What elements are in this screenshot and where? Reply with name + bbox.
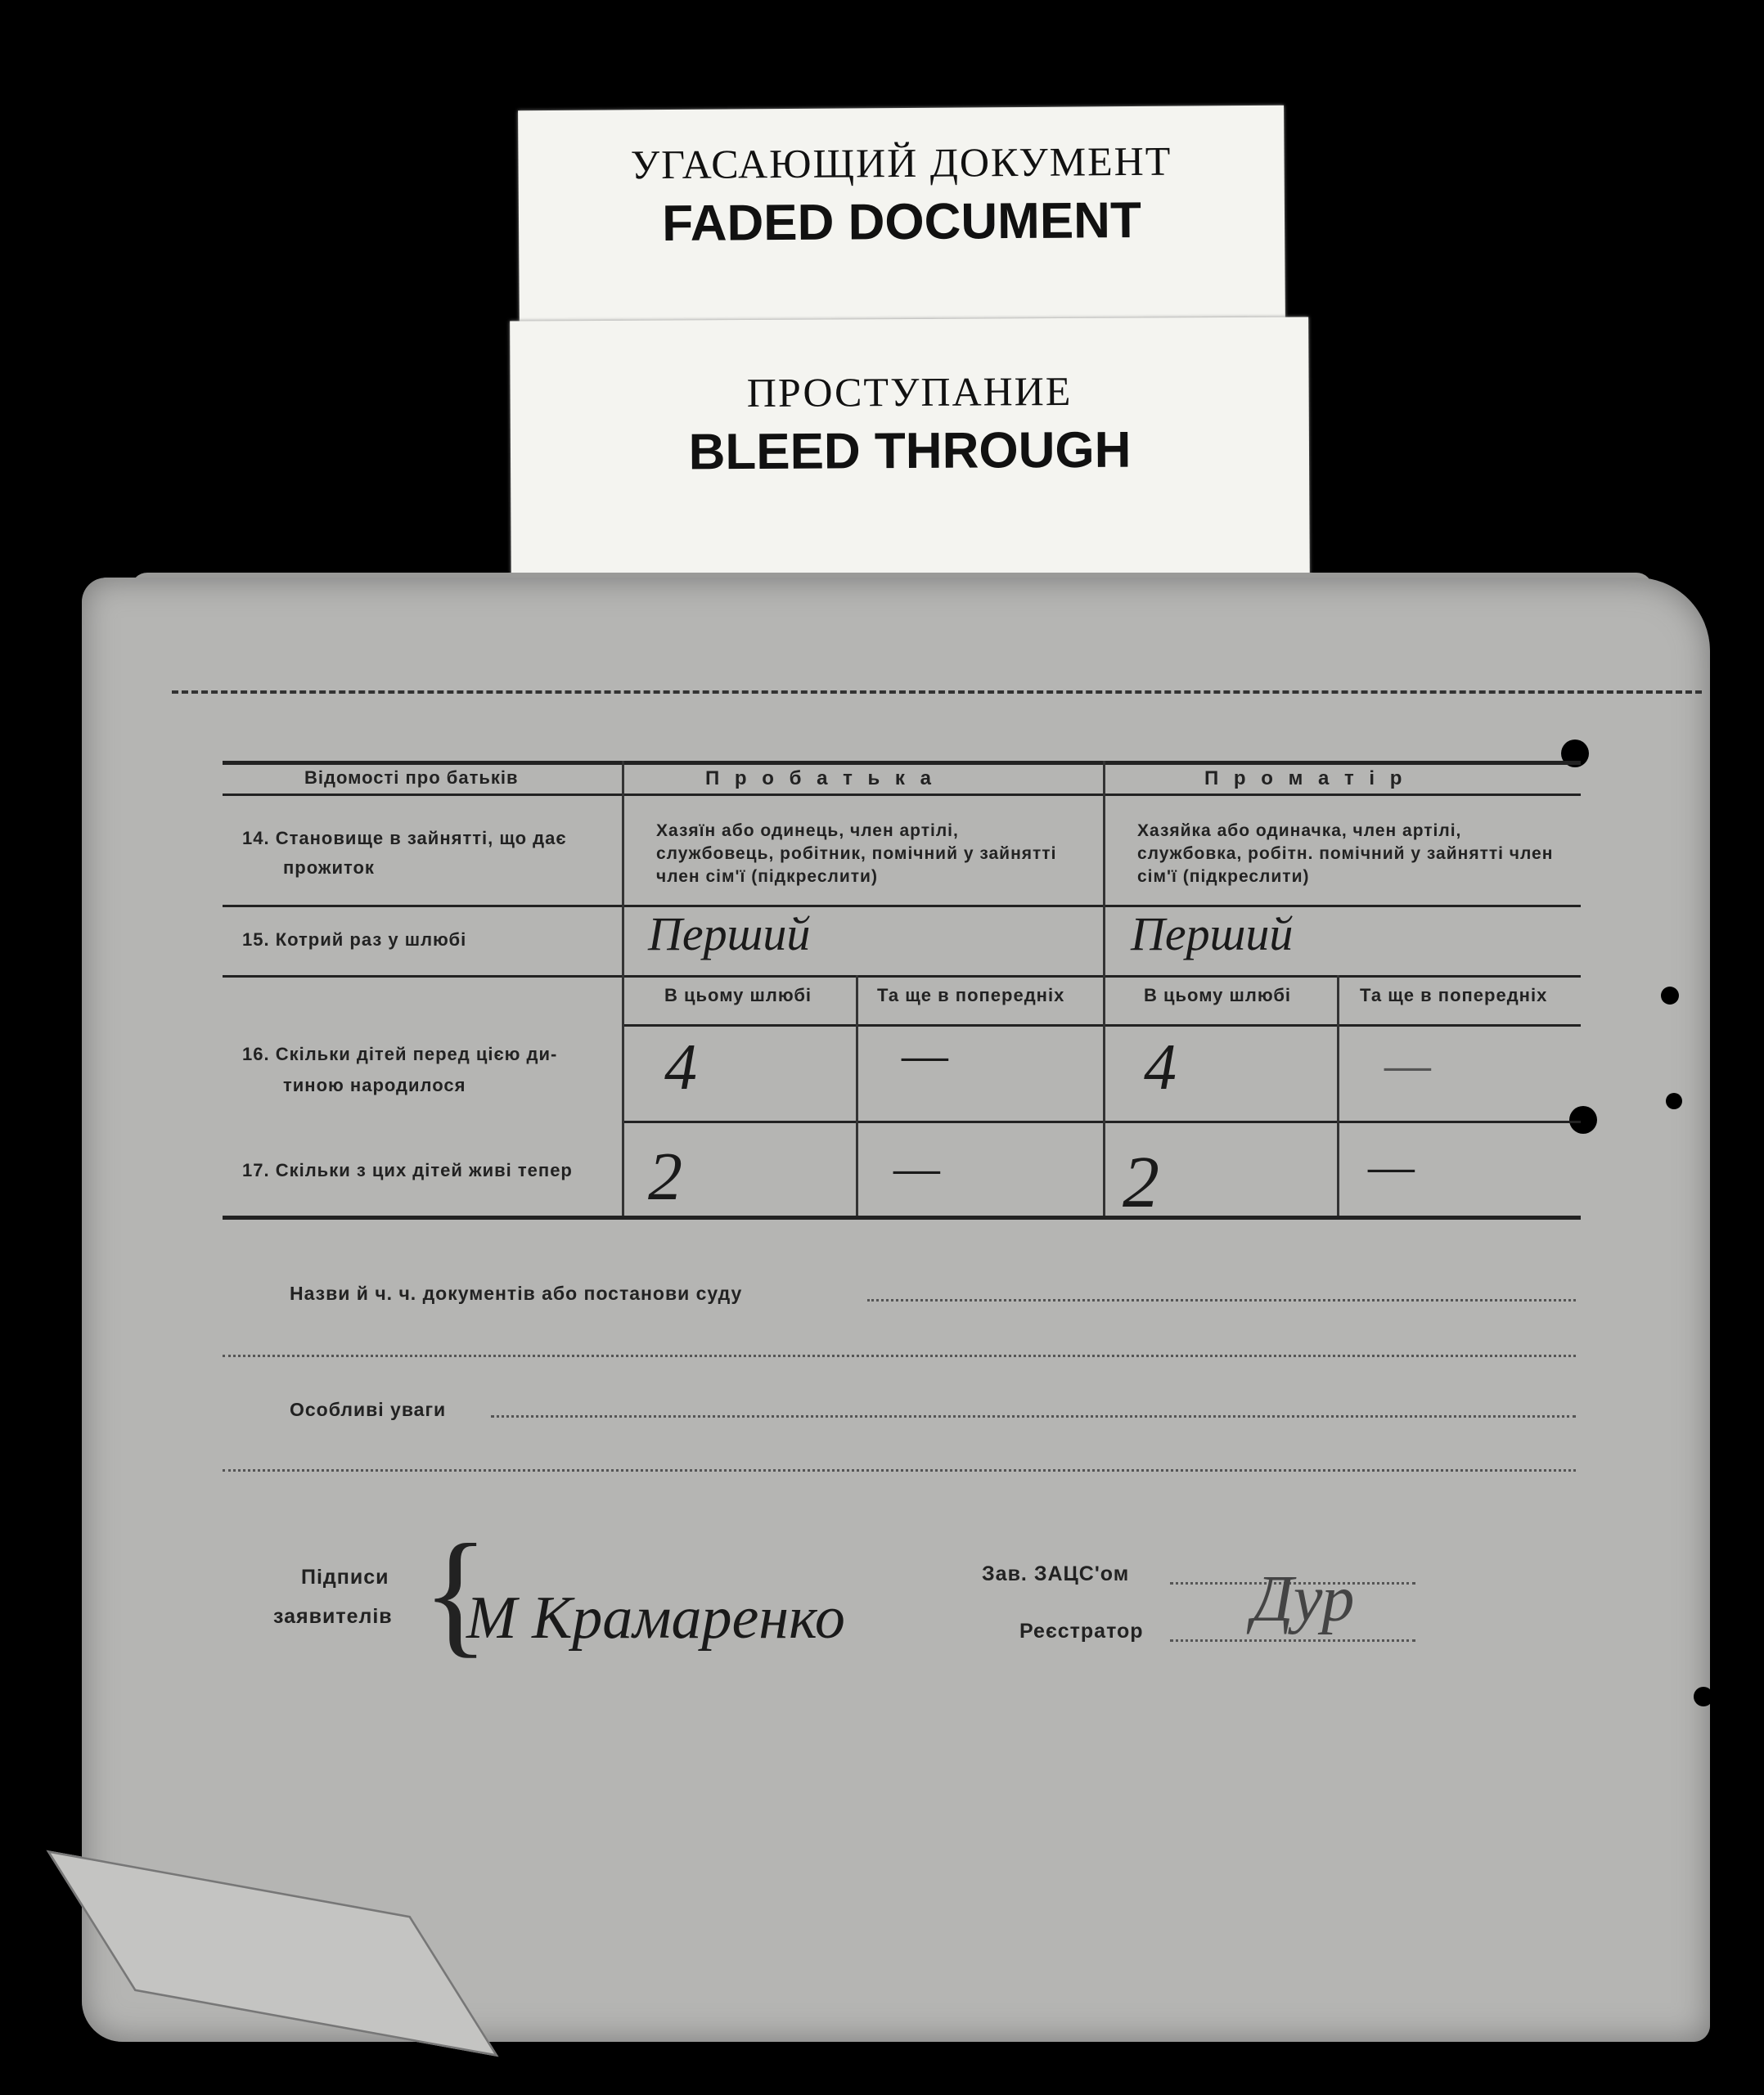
documents-line xyxy=(223,1355,1576,1357)
children-alive-mother-prev: — xyxy=(1368,1136,1415,1194)
documents-line xyxy=(867,1299,1576,1302)
children-alive-mother-this: 2 xyxy=(1123,1142,1159,1223)
perforation-line xyxy=(172,690,1702,694)
binding-hole xyxy=(1661,987,1679,1005)
father-occupation-text: Хазяїн або одинець, член артілі, службовець, робітник, помічний у зайнятті член сім'ї (підкреслити) xyxy=(656,821,1057,886)
head-zags-label: Зав. ЗАЦС'ом xyxy=(982,1562,1130,1585)
binding-hole xyxy=(1694,1687,1713,1706)
row16-label: 16. Скільки дітей перед цією ди- xyxy=(242,1044,558,1064)
registrar-label: Реєстратор xyxy=(1019,1620,1144,1643)
row17-label: 17. Скільки з цих дітей живі тепер xyxy=(242,1160,573,1180)
subheader-this-marriage: В цьому шлюбі xyxy=(1144,985,1292,1005)
registrar-signature: Дур xyxy=(1252,1563,1355,1635)
slip-en-text: BLEED THROUGH xyxy=(688,421,1132,481)
slip-ru-text: УГАСАЮЩИЙ ДОКУМЕНТ xyxy=(630,137,1172,188)
binding-hole xyxy=(1666,1093,1682,1109)
mother-marriage-count: Перший xyxy=(1131,907,1294,960)
signature-brace: { xyxy=(422,1516,489,1670)
parents-info-header: Відомості про батьків xyxy=(304,767,519,788)
remarks-line xyxy=(491,1415,1576,1418)
applicant-signature: М Крамаренко xyxy=(466,1585,845,1652)
applicants-label-cont: заявителів xyxy=(273,1605,393,1628)
children-born-father-this: 4 xyxy=(664,1032,697,1104)
registrar-line xyxy=(1170,1639,1415,1642)
row14-label: 14. Становище в зайнятті, що дає xyxy=(242,828,567,848)
row14-label-cont: прожиток xyxy=(283,857,375,878)
documents-label: Назви й ч. ч. документів або постанови суду xyxy=(290,1283,743,1304)
remarks-label: Особливі уваги xyxy=(290,1399,447,1420)
faded-document-slip xyxy=(518,106,1285,330)
bleed-through-slip xyxy=(510,317,1310,591)
row15-label: 15. Котрий раз у шлюбі xyxy=(242,929,467,950)
remarks-line xyxy=(223,1469,1576,1472)
row16-label-cont: тиною народилося xyxy=(283,1075,466,1095)
children-alive-father-prev: — xyxy=(893,1138,940,1196)
children-born-mother-this: 4 xyxy=(1144,1032,1177,1104)
father-header: П р о б а т ь к а xyxy=(705,767,936,789)
mother-occupation-text: Хазяйка або одиначка, член артілі, службовка, робітн. помічний у зайнятті член сім'ї (підкреслити) xyxy=(1137,821,1554,886)
subheader-this-marriage: В цьому шлюбі xyxy=(664,985,812,1005)
applicants-label: Підписи xyxy=(301,1566,389,1589)
children-born-mother-prev: — xyxy=(1384,1035,1431,1093)
children-born-father-prev: — xyxy=(902,1025,948,1083)
slip-en-text: FADED DOCUMENT xyxy=(662,191,1142,253)
father-marriage-count: Перший xyxy=(648,907,811,960)
subheader-previous: Та ще в попередніх xyxy=(1360,985,1548,1005)
parents-info-table xyxy=(223,761,1581,1223)
children-alive-father-this: 2 xyxy=(648,1139,682,1215)
subheader-previous: Та ще в попередніх xyxy=(877,985,1065,1005)
slip-ru-text: ПРОСТУПАНИЕ xyxy=(746,367,1073,416)
mother-header: П р о м а т і р xyxy=(1204,767,1407,789)
